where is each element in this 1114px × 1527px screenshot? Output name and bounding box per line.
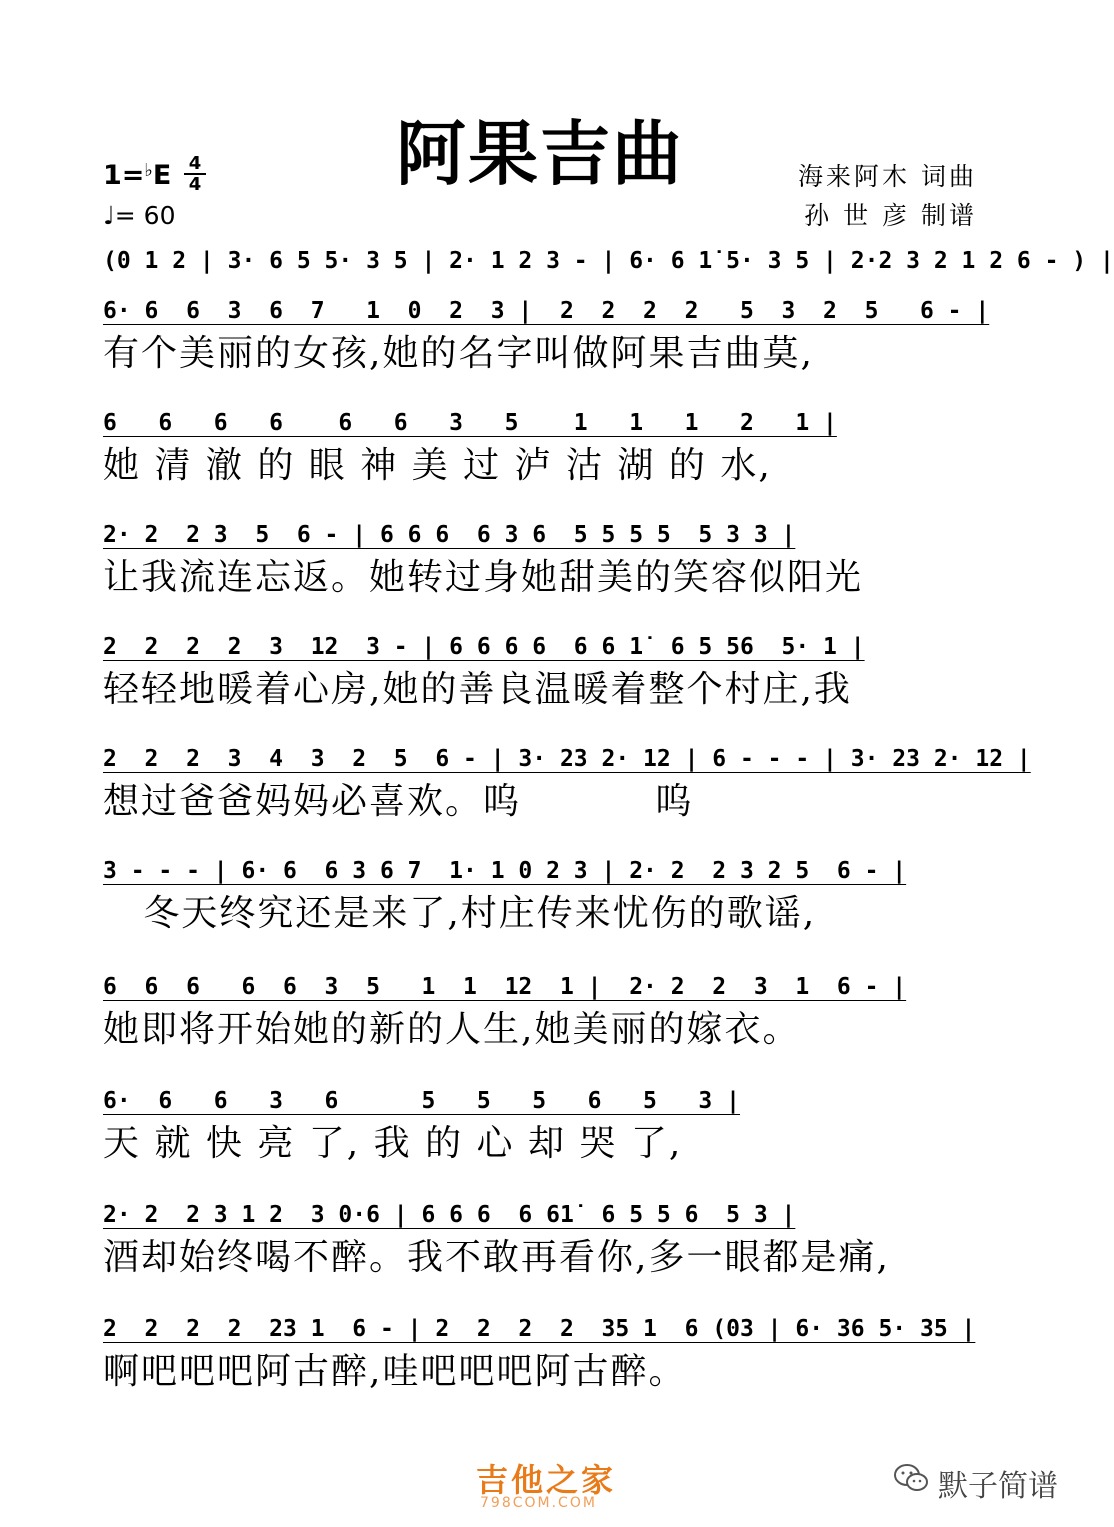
key-signature: [103, 160, 171, 191]
notes-row: 6· 6 6 3 6 7 1 0 2 3 | 2 2 2 2 5 3 2 5 6 - |: [103, 298, 990, 324]
lyrics-row: 冬天终究还是来了,村庄传来忧伤的歌谣,: [103, 893, 817, 934]
score-line: [103, 1084, 981, 1170]
credit-notation: 孙 世 彦 制谱: [804, 201, 977, 230]
key-prefix: 1=: [103, 160, 145, 191]
score-line: [103, 1312, 981, 1398]
time-signature: [184, 154, 206, 194]
site-logo-text: 吉他之家: [476, 1461, 617, 1499]
score-line: [103, 742, 1031, 828]
score-line: [103, 518, 981, 604]
notes-row: 6· 6 6 3 6 5 5 5 6 5 3 |: [103, 1088, 740, 1114]
lyrics-row: 有个美丽的女孩,她的名字叫做阿果吉曲莫,: [103, 333, 814, 374]
notes-row: 6 6 6 6 6 3 5 1 1 12 1 | 2· 2 2 3 1 6 - |: [103, 974, 907, 1000]
notes-row: 2· 2 2 3 1 2 3 0·6 | 6 6 6 6 61̇ 6 5 5 6 5 3 |: [103, 1202, 796, 1228]
lyrics-row: 想过爸爸妈妈必喜欢。呜 呜: [103, 781, 694, 822]
wechat-icon: [893, 1463, 929, 1493]
lyrics-row: 酒却始终喝不醉。我不敢再看你,多一眼都是痛,: [103, 1237, 890, 1278]
notes-row: 2 2 2 3 4 3 2 5 6 - | 3· 23 2· 12 | 6 - - - | 3· 23 2· 12 |: [103, 746, 1031, 772]
notes-row: 3 - - - | 6· 6 6 3 6 7 1· 1 0 2 3 | 2· 2 2 3 2 5 6 - |: [103, 858, 907, 884]
score-line: [103, 1198, 981, 1284]
score-line-intro: [103, 244, 1114, 278]
lyrics-row: 让我流连忘返。她转过身她甜美的笑容似阳光: [103, 557, 864, 598]
notes-row: 2 2 2 2 3 12 3 - | 6 6 6 6 6 6 1̇ 6 5 56 5· 1 |: [103, 634, 865, 660]
lyrics-row: 天 就 快 亮 了, 我 的 心 却 哭 了,: [103, 1123, 683, 1164]
tempo-marking: ♩= 60: [103, 201, 176, 230]
notes-row: (0 1 2 | 3· 6 5 5· 3 5 | 2· 1 2 3 - | 6· 6 1̇ 5· 3 5 | 2·2 3 2 1 2 6 - ) |: [103, 248, 1114, 274]
notes-row: 2 2 2 2 23 1 6 - | 2 2 2 2 35 1 6 (03 | 6· 36 5· 35 |: [103, 1316, 976, 1342]
credit-lyrics-music: 海来阿木 词曲: [798, 162, 977, 191]
notes-row: 6 6 6 6 6 6 3 5 1 1 1 2 1 |: [103, 410, 837, 436]
flat-sign: ♭: [144, 160, 153, 181]
time-bottom: 4: [184, 173, 206, 194]
lyrics-row: 轻轻地暖着心房,她的善良温暖着整个村庄,我: [103, 669, 852, 710]
lyrics-row: 啊吧吧吧阿古醉,哇吧吧吧阿古醉。: [103, 1351, 687, 1392]
site-url: 798COM.COM: [480, 1495, 597, 1511]
lyrics-row: 她即将开始她的新的人生,她美丽的嫁衣。: [103, 1009, 801, 1050]
key-note: E: [152, 160, 172, 191]
lyrics-row: 她 清 澈 的 眼 神 美 过 泸 沽 湖 的 水,: [103, 445, 772, 486]
score-line: [103, 854, 981, 940]
watermark-text: 默子简谱: [938, 1469, 1058, 1504]
score-line: [103, 630, 981, 716]
time-top: 4: [188, 153, 202, 174]
score-line: [103, 406, 981, 492]
score-line: [103, 970, 981, 1056]
notes-row: 2· 2 2 3 5 6 - | 6 6 6 6 3 6 5 5 5 5 5 3 3 |: [103, 522, 796, 548]
score-line: [103, 294, 990, 380]
song-title: 阿果吉曲: [396, 112, 684, 195]
